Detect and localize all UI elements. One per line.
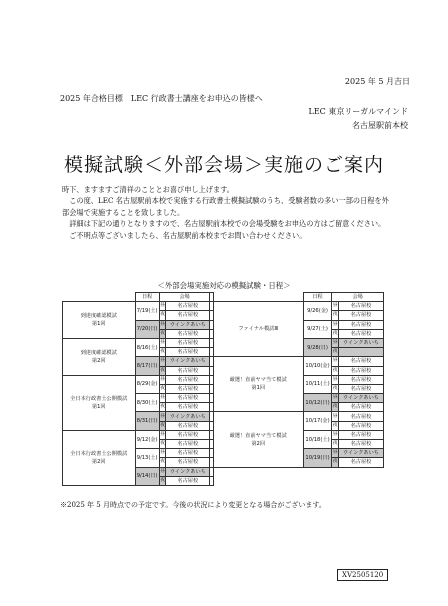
venue-cell: 名古屋校 — [338, 458, 383, 467]
venue-cell: ウインクあいち — [166, 467, 210, 476]
session-label: 昼 — [159, 357, 166, 366]
header-date: 日程 — [135, 293, 159, 302]
session-label: 昼 — [159, 320, 166, 329]
session-label: 夜 — [332, 458, 339, 467]
empty-cell — [338, 467, 383, 476]
column-separator — [210, 458, 213, 467]
empty-cell — [332, 467, 339, 476]
exam-name: 厳選！直前ヤマ当て模試 第2回 — [213, 412, 303, 467]
page-title: 模擬試験＜外部会場＞実施のご案内 — [63, 154, 384, 176]
venue-cell: ウインクあいち — [166, 412, 210, 421]
sender-organization: LEC 東京リーガルマインド — [308, 107, 408, 116]
column-separator — [210, 449, 213, 458]
venue-cell: 名古屋校 — [166, 458, 210, 467]
venue-cell: 名古屋校 — [166, 384, 210, 393]
session-label: 夜 — [159, 348, 166, 357]
venue-cell: 名古屋校 — [338, 320, 383, 329]
exam-date: 10/10(金) — [303, 357, 332, 375]
session-label: 昼 — [332, 302, 339, 311]
venue-cell: 名古屋校 — [166, 440, 210, 449]
body-paragraph: 詳細は下記の通りとなりますので、名古屋駅前本校での会場受験をお申込の方はご留意ください。 — [62, 219, 386, 229]
venue-cell: 名古屋校 — [166, 329, 210, 338]
exam-date: 7/19(土) — [135, 302, 159, 320]
empty-cell — [303, 476, 332, 485]
venue-cell: 名古屋校 — [166, 348, 210, 357]
recipient-line: 2025 年合格目標 LEC 行政書士講座をお申込の皆様へ — [60, 94, 263, 103]
venue-cell: 名古屋校 — [338, 366, 383, 375]
venue-cell: 名古屋校 — [338, 302, 383, 311]
schedule-caption: ＜外部会場実施対応の模擬試験・日程＞ — [157, 281, 291, 290]
session-label: 夜 — [332, 384, 339, 393]
session-label: 昼 — [332, 430, 339, 439]
venue-cell: ウインクあいち — [338, 338, 383, 347]
column-separator — [210, 440, 213, 449]
venue-cell: 名古屋校 — [166, 421, 210, 430]
session-label: 夜 — [159, 440, 166, 449]
session-label: 夜 — [159, 366, 166, 375]
venue-cell: 名古屋校 — [338, 421, 383, 430]
session-label: 夜 — [159, 311, 166, 320]
column-separator — [210, 366, 213, 375]
column-separator — [210, 403, 213, 412]
session-label: 夜 — [159, 476, 166, 485]
venue-cell: ウインクあいち — [338, 394, 383, 403]
venue-cell: 名古屋校 — [166, 394, 210, 403]
venue-cell: 名古屋校 — [166, 476, 210, 485]
venue-cell — [338, 348, 383, 357]
body-paragraph: この度、LEC 名古屋駅前本校で実施する行政書士模擬試験のうち、受験者数の多い一部の日程を外部会場で実施することを致しました。 — [62, 196, 389, 217]
session-label: 夜 — [332, 311, 339, 320]
session-label: 昼 — [159, 430, 166, 439]
exam-date: 10/19(日) — [303, 449, 332, 467]
body-text — [62, 184, 392, 241]
exam-name: 到達度確認模試 第1回 — [63, 302, 136, 339]
issue-date: 2025 年 5 月吉日 — [344, 77, 410, 86]
venue-cell: 名古屋校 — [338, 430, 383, 439]
venue-cell: ウインクあいち — [338, 449, 383, 458]
session-label: 夜 — [159, 458, 166, 467]
header-venue: 会場 — [159, 293, 210, 302]
body-paragraph: ご不明点等ございましたら、名古屋駅前本校までお問い合わせください。 — [62, 230, 307, 240]
session-label: 夜 — [159, 329, 166, 338]
document-code: XV2505120 — [337, 569, 388, 581]
empty-cell — [213, 476, 303, 485]
venue-cell: ウインクあいち — [166, 357, 210, 366]
column-separator — [210, 338, 213, 347]
column-separator — [210, 311, 213, 320]
header-date: 日程 — [303, 293, 332, 302]
exam-name: 全日本行政書士公開模試 第2回 — [63, 430, 136, 485]
session-label: 夜 — [332, 348, 339, 357]
session-label: 昼 — [159, 449, 166, 458]
session-label: 夜 — [332, 329, 339, 338]
session-label: 昼 — [159, 302, 166, 311]
exam-date: 10/17(金) — [303, 412, 332, 430]
exam-name: 到達度確認模試 第2回 — [63, 338, 136, 375]
session-label: 夜 — [332, 421, 339, 430]
venue-cell: 名古屋校 — [166, 375, 210, 384]
column-separator — [210, 375, 213, 384]
session-label: 夜 — [159, 403, 166, 412]
exam-date: 9/13(土) — [135, 449, 159, 467]
exam-date: 7/20(日) — [135, 320, 159, 338]
exam-date: 8/29(金) — [135, 375, 159, 393]
session-label: 昼 — [332, 412, 339, 421]
column-separator — [210, 329, 213, 338]
exam-date: 9/27(土) — [303, 320, 332, 338]
footnote: ※2025 年 5 月時点での予定です。今後の状況により変更となる場合がございます。 — [60, 501, 326, 509]
venue-cell: 名古屋校 — [166, 338, 210, 347]
exam-name: ファイナル模試Ⅲ — [213, 302, 303, 357]
header-venue: 会場 — [332, 293, 384, 302]
session-label: 昼 — [159, 412, 166, 421]
exam-date: 8/30(土) — [135, 394, 159, 412]
session-label: 昼 — [332, 375, 339, 384]
session-label: 昼 — [332, 449, 339, 458]
session-label: 夜 — [332, 440, 339, 449]
empty-cell — [332, 476, 339, 485]
exam-date: 8/17(日) — [135, 357, 159, 375]
session-label: 昼 — [332, 320, 339, 329]
schedule-header-row — [63, 293, 384, 302]
venue-cell: 名古屋校 — [166, 366, 210, 375]
empty-cell — [213, 467, 303, 476]
venue-cell: 名古屋校 — [338, 311, 383, 320]
exam-date: 10/18(土) — [303, 430, 332, 448]
session-label: 夜 — [159, 421, 166, 430]
column-separator — [210, 430, 213, 439]
session-label: 昼 — [159, 338, 166, 347]
header-blank — [63, 293, 136, 302]
session-label: 昼 — [332, 394, 339, 403]
venue-cell: 名古屋校 — [338, 384, 383, 393]
session-label: 昼 — [159, 467, 166, 476]
sender-branch: 名古屋駅前本校 — [352, 121, 408, 130]
venue-cell: 名古屋校 — [338, 329, 383, 338]
venue-cell: 名古屋校 — [338, 403, 383, 412]
exam-date: 8/31(日) — [135, 412, 159, 430]
venue-cell: 名古屋校 — [166, 449, 210, 458]
session-label: 夜 — [332, 403, 339, 412]
empty-cell — [303, 467, 332, 476]
column-separator — [210, 348, 213, 357]
venue-cell: 名古屋校 — [166, 403, 210, 412]
venue-cell: 名古屋校 — [338, 375, 383, 384]
venue-cell: ウインクあいち — [166, 320, 210, 329]
session-label: 昼 — [159, 375, 166, 384]
exam-date: 9/12(金) — [135, 430, 159, 448]
venue-cell: 名古屋校 — [166, 430, 210, 439]
venue-cell: 名古屋校 — [166, 311, 210, 320]
exam-date: 9/28(日) — [303, 338, 332, 356]
column-separator — [210, 320, 213, 329]
exam-name: 厳選！直前ヤマ当て模試 第1回 — [213, 357, 303, 412]
table-row — [63, 302, 384, 311]
header-blank — [213, 293, 303, 302]
empty-cell — [338, 476, 383, 485]
venue-cell: 名古屋校 — [338, 412, 383, 421]
exam-date: 10/12(日) — [303, 394, 332, 412]
schedule-table — [62, 292, 384, 486]
exam-date: 9/14(日) — [135, 467, 159, 485]
exam-date: 10/11(土) — [303, 375, 332, 393]
session-label: 昼 — [159, 394, 166, 403]
body-paragraph: 時下、ますますご清祥のこととお喜び申し上げます。 — [62, 185, 234, 194]
exam-date: 8/16(土) — [135, 338, 159, 356]
venue-cell: 名古屋校 — [166, 302, 210, 311]
session-label: 昼 — [332, 338, 339, 347]
session-label: 昼 — [332, 357, 339, 366]
exam-name: 全日本行政書士公開模試 第1回 — [63, 375, 136, 430]
session-label: 夜 — [159, 384, 166, 393]
column-separator — [210, 421, 213, 430]
session-label: 夜 — [332, 366, 339, 375]
column-separator — [210, 384, 213, 393]
venue-cell: 名古屋校 — [338, 440, 383, 449]
venue-cell: 名古屋校 — [338, 357, 383, 366]
column-separator — [210, 394, 213, 403]
exam-date: 9/26(金) — [303, 302, 332, 320]
